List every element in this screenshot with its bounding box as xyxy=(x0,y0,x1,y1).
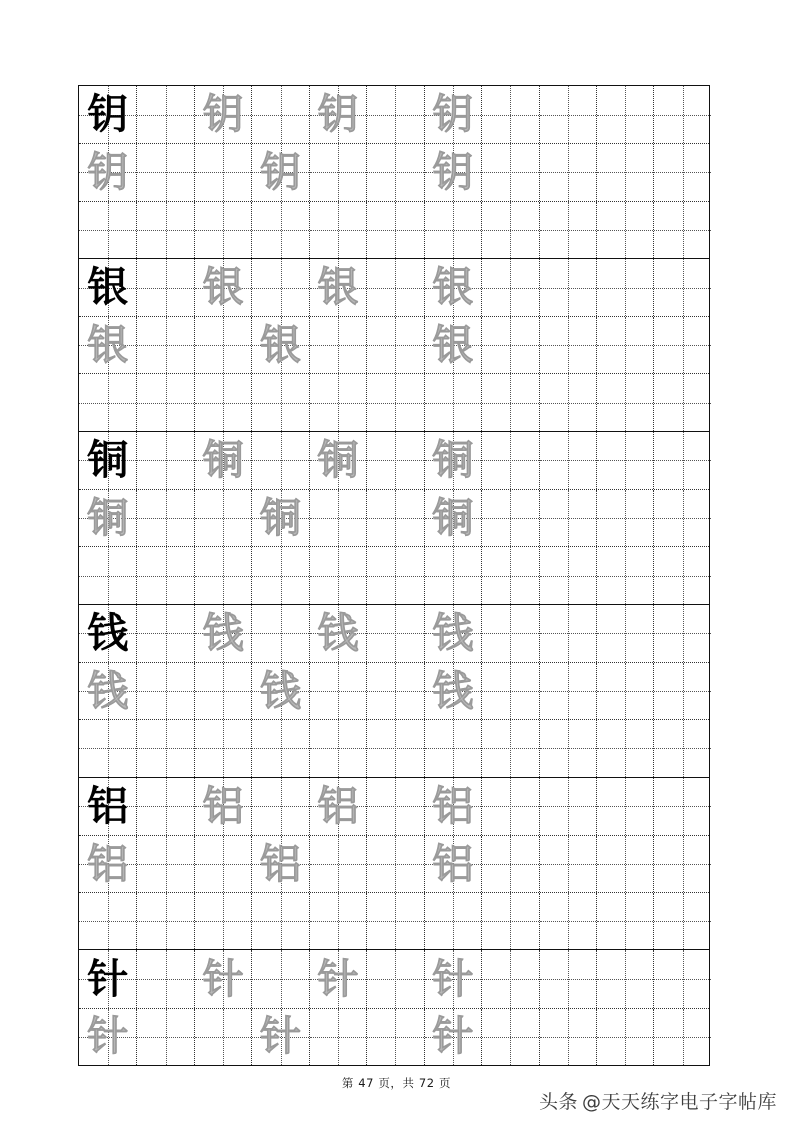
grid-cell[interactable] xyxy=(366,778,423,835)
grid-cell[interactable] xyxy=(481,259,538,316)
grid-row xyxy=(79,719,709,776)
grid-cell[interactable] xyxy=(79,432,136,489)
grid-cell[interactable] xyxy=(251,836,308,892)
grid-cell[interactable] xyxy=(596,893,653,949)
trace-character: 铝 xyxy=(87,839,129,888)
grid-cell[interactable] xyxy=(424,202,481,258)
grid-cell[interactable] xyxy=(251,950,308,1007)
grid-cell[interactable] xyxy=(251,490,308,546)
trace-character: 针 xyxy=(432,1012,474,1061)
grid-cell[interactable] xyxy=(424,144,481,200)
grid-cell[interactable] xyxy=(79,144,136,200)
grid-cell[interactable] xyxy=(366,720,423,776)
grid-cell[interactable] xyxy=(653,663,710,719)
trace-character: 银 xyxy=(317,263,359,312)
grid-cell[interactable] xyxy=(366,893,423,949)
model-character: 钥 xyxy=(87,90,129,139)
grid-cell[interactable] xyxy=(653,490,710,546)
grid-cell[interactable] xyxy=(251,605,308,662)
grid-cell[interactable] xyxy=(136,86,193,143)
grid-cell[interactable] xyxy=(309,836,366,892)
grid-cell[interactable] xyxy=(79,893,136,949)
grid-cell[interactable] xyxy=(194,605,251,662)
grid-cell[interactable] xyxy=(251,86,308,143)
grid-cell[interactable] xyxy=(366,86,423,143)
grid-cell[interactable] xyxy=(366,144,423,200)
grid-cell[interactable] xyxy=(481,317,538,373)
grid-cell[interactable] xyxy=(653,317,710,373)
trace-character: 铜 xyxy=(87,493,129,542)
grid-cell[interactable] xyxy=(309,317,366,373)
grid-cell[interactable] xyxy=(194,317,251,373)
grid-cell[interactable] xyxy=(251,432,308,489)
grid-cell[interactable] xyxy=(481,374,538,430)
grid-cell[interactable] xyxy=(596,836,653,892)
trace-character: 钥 xyxy=(432,147,474,196)
grid-cell[interactable] xyxy=(596,950,653,1007)
grid-cell[interactable] xyxy=(309,374,366,430)
grid-row xyxy=(79,892,709,949)
grid-cell[interactable] xyxy=(194,1009,251,1065)
model-character: 铜 xyxy=(87,435,129,484)
character-block xyxy=(78,604,710,777)
grid-row xyxy=(79,432,709,489)
grid-cell[interactable] xyxy=(481,893,538,949)
trace-character: 钥 xyxy=(260,147,302,196)
grid-cell[interactable] xyxy=(539,259,596,316)
trace-character: 钥 xyxy=(87,147,129,196)
grid-cell[interactable] xyxy=(251,317,308,373)
grid-cell[interactable] xyxy=(481,432,538,489)
grid-cell[interactable] xyxy=(251,547,308,603)
grid-cell[interactable] xyxy=(653,778,710,835)
grid-cell[interactable] xyxy=(194,778,251,835)
grid-cell[interactable] xyxy=(366,836,423,892)
trace-character: 铝 xyxy=(202,781,244,830)
grid-cell[interactable] xyxy=(539,432,596,489)
grid-cell[interactable] xyxy=(424,1009,481,1065)
grid-cell[interactable] xyxy=(251,144,308,200)
grid-cell[interactable] xyxy=(596,605,653,662)
grid-cell[interactable] xyxy=(251,374,308,430)
grid-cell[interactable] xyxy=(596,86,653,143)
trace-character: 钱 xyxy=(317,608,359,657)
model-character: 铝 xyxy=(87,781,129,830)
grid-cell[interactable] xyxy=(79,86,136,143)
grid-cell[interactable] xyxy=(481,86,538,143)
character-block xyxy=(78,949,710,1066)
grid-cell[interactable] xyxy=(424,893,481,949)
grid-cell[interactable] xyxy=(653,1009,710,1065)
grid-cell[interactable] xyxy=(653,144,710,200)
grid-row xyxy=(79,86,709,143)
character-block xyxy=(78,85,710,258)
grid-row xyxy=(79,373,709,430)
grid-row xyxy=(79,835,709,892)
grid-row xyxy=(79,201,709,258)
grid-cell[interactable] xyxy=(194,202,251,258)
grid-cell[interactable] xyxy=(251,202,308,258)
grid-cell[interactable] xyxy=(194,547,251,603)
grid-row xyxy=(79,778,709,835)
grid-cell[interactable] xyxy=(539,86,596,143)
grid-cell[interactable] xyxy=(194,432,251,489)
grid-cell[interactable] xyxy=(481,720,538,776)
grid-cell[interactable] xyxy=(194,836,251,892)
grid-cell[interactable] xyxy=(653,836,710,892)
grid-cell[interactable] xyxy=(309,605,366,662)
page-indicator: 第 47 页，共 72 页 xyxy=(341,1076,452,1090)
grid-cell[interactable] xyxy=(366,547,423,603)
trace-character: 钥 xyxy=(202,90,244,139)
grid-cell[interactable] xyxy=(539,720,596,776)
grid-cell[interactable] xyxy=(596,259,653,316)
trace-character: 铜 xyxy=(432,435,474,484)
grid-cell[interactable] xyxy=(136,605,193,662)
grid-cell[interactable] xyxy=(596,490,653,546)
grid-cell[interactable] xyxy=(481,605,538,662)
grid-cell[interactable] xyxy=(136,547,193,603)
grid-cell[interactable] xyxy=(136,144,193,200)
grid-cell[interactable] xyxy=(596,144,653,200)
grid-cell[interactable] xyxy=(136,778,193,835)
trace-character: 针 xyxy=(260,1012,302,1061)
grid-cell[interactable] xyxy=(424,836,481,892)
grid-cell[interactable] xyxy=(194,663,251,719)
grid-cell[interactable] xyxy=(481,778,538,835)
grid-cell[interactable] xyxy=(79,778,136,835)
character-practice-grid xyxy=(78,85,710,1061)
trace-character: 铝 xyxy=(260,839,302,888)
grid-row xyxy=(79,605,709,662)
model-character: 钱 xyxy=(87,608,129,657)
grid-cell[interactable] xyxy=(424,374,481,430)
trace-character: 铜 xyxy=(260,493,302,542)
grid-cell[interactable] xyxy=(309,950,366,1007)
grid-cell[interactable] xyxy=(653,547,710,603)
grid-cell[interactable] xyxy=(79,663,136,719)
grid-cell[interactable] xyxy=(596,720,653,776)
grid-cell[interactable] xyxy=(194,490,251,546)
model-character: 银 xyxy=(87,263,129,312)
grid-cell[interactable] xyxy=(653,86,710,143)
grid-cell[interactable] xyxy=(366,950,423,1007)
grid-cell[interactable] xyxy=(366,374,423,430)
grid-cell[interactable] xyxy=(366,605,423,662)
grid-cell[interactable] xyxy=(309,778,366,835)
watermark-handle: @天天练字电子字帖库 xyxy=(581,1091,777,1113)
grid-cell[interactable] xyxy=(309,547,366,603)
grid-cell[interactable] xyxy=(251,259,308,316)
grid-cell[interactable] xyxy=(424,663,481,719)
grid-cell[interactable] xyxy=(194,259,251,316)
model-character: 针 xyxy=(87,954,129,1003)
grid-cell[interactable] xyxy=(424,317,481,373)
grid-cell[interactable] xyxy=(653,605,710,662)
grid-cell[interactable] xyxy=(424,547,481,603)
character-block xyxy=(78,431,710,604)
grid-cell[interactable] xyxy=(366,202,423,258)
grid-cell[interactable] xyxy=(309,1009,366,1065)
grid-cell[interactable] xyxy=(539,202,596,258)
grid-cell[interactable] xyxy=(79,950,136,1007)
grid-cell[interactable] xyxy=(79,317,136,373)
trace-character: 铝 xyxy=(317,781,359,830)
grid-cell[interactable] xyxy=(539,605,596,662)
grid-cell[interactable] xyxy=(539,144,596,200)
grid-cell[interactable] xyxy=(596,663,653,719)
grid-cell[interactable] xyxy=(194,144,251,200)
grid-cell[interactable] xyxy=(424,259,481,316)
grid-cell[interactable] xyxy=(194,720,251,776)
grid-cell[interactable] xyxy=(79,1009,136,1065)
trace-character: 钥 xyxy=(432,90,474,139)
grid-cell[interactable] xyxy=(79,547,136,603)
grid-cell[interactable] xyxy=(539,663,596,719)
grid-cell[interactable] xyxy=(539,317,596,373)
grid-row xyxy=(79,316,709,373)
grid-cell[interactable] xyxy=(596,547,653,603)
watermark-brand: 头条 xyxy=(538,1091,578,1113)
trace-character: 铜 xyxy=(432,493,474,542)
grid-cell[interactable] xyxy=(251,663,308,719)
grid-cell[interactable] xyxy=(481,836,538,892)
grid-cell[interactable] xyxy=(366,432,423,489)
grid-cell[interactable] xyxy=(424,720,481,776)
grid-cell[interactable] xyxy=(251,778,308,835)
trace-character: 钱 xyxy=(87,666,129,715)
trace-character: 铜 xyxy=(317,435,359,484)
grid-cell[interactable] xyxy=(136,663,193,719)
grid-cell[interactable] xyxy=(424,778,481,835)
grid-cell[interactable] xyxy=(309,432,366,489)
grid-cell[interactable] xyxy=(481,490,538,546)
grid-cell[interactable] xyxy=(539,893,596,949)
trace-character: 钱 xyxy=(202,608,244,657)
grid-cell[interactable] xyxy=(366,663,423,719)
grid-cell[interactable] xyxy=(653,374,710,430)
grid-cell[interactable] xyxy=(653,259,710,316)
grid-cell[interactable] xyxy=(596,202,653,258)
grid-cell[interactable] xyxy=(309,893,366,949)
grid-cell[interactable] xyxy=(136,490,193,546)
trace-character: 针 xyxy=(87,1012,129,1061)
grid-cell[interactable] xyxy=(136,720,193,776)
grid-cell[interactable] xyxy=(136,202,193,258)
trace-character: 银 xyxy=(87,320,129,369)
grid-cell[interactable] xyxy=(136,259,193,316)
trace-character: 铝 xyxy=(432,839,474,888)
grid-cell[interactable] xyxy=(79,605,136,662)
grid-cell[interactable] xyxy=(309,144,366,200)
trace-character: 铝 xyxy=(432,781,474,830)
grid-cell[interactable] xyxy=(481,950,538,1007)
trace-character: 钱 xyxy=(260,666,302,715)
grid-cell[interactable] xyxy=(194,950,251,1007)
grid-cell[interactable] xyxy=(79,720,136,776)
trace-character: 铜 xyxy=(202,435,244,484)
grid-cell[interactable] xyxy=(539,836,596,892)
grid-cell[interactable] xyxy=(653,202,710,258)
grid-cell[interactable] xyxy=(251,720,308,776)
trace-character: 钱 xyxy=(432,666,474,715)
grid-cell[interactable] xyxy=(136,1009,193,1065)
grid-row xyxy=(79,143,709,200)
grid-cell[interactable] xyxy=(309,663,366,719)
grid-cell[interactable] xyxy=(136,432,193,489)
grid-cell[interactable] xyxy=(539,547,596,603)
grid-cell[interactable] xyxy=(481,663,538,719)
grid-cell[interactable] xyxy=(539,374,596,430)
grid-cell[interactable] xyxy=(251,1009,308,1065)
trace-character: 银 xyxy=(202,263,244,312)
grid-cell[interactable] xyxy=(424,950,481,1007)
grid-cell[interactable] xyxy=(309,259,366,316)
grid-cell[interactable] xyxy=(309,490,366,546)
grid-cell[interactable] xyxy=(596,432,653,489)
grid-cell[interactable] xyxy=(136,893,193,949)
trace-character: 针 xyxy=(432,954,474,1003)
grid-cell[interactable] xyxy=(539,490,596,546)
grid-cell[interactable] xyxy=(424,86,481,143)
grid-cell[interactable] xyxy=(653,893,710,949)
character-block xyxy=(78,258,710,431)
grid-cell[interactable] xyxy=(251,893,308,949)
grid-row xyxy=(79,662,709,719)
trace-character: 银 xyxy=(260,320,302,369)
watermark xyxy=(539,1087,777,1114)
grid-cell[interactable] xyxy=(596,778,653,835)
character-block xyxy=(78,777,710,950)
grid-cell[interactable] xyxy=(596,1009,653,1065)
grid-cell[interactable] xyxy=(539,778,596,835)
grid-cell[interactable] xyxy=(596,374,653,430)
grid-cell[interactable] xyxy=(481,144,538,200)
grid-cell[interactable] xyxy=(366,490,423,546)
grid-cell[interactable] xyxy=(79,259,136,316)
grid-cell[interactable] xyxy=(79,374,136,430)
grid-cell[interactable] xyxy=(596,317,653,373)
grid-cell[interactable] xyxy=(136,374,193,430)
grid-row xyxy=(79,489,709,546)
trace-character: 银 xyxy=(432,263,474,312)
grid-cell[interactable] xyxy=(194,374,251,430)
grid-cell[interactable] xyxy=(136,950,193,1007)
grid-cell[interactable] xyxy=(79,202,136,258)
grid-row xyxy=(79,259,709,316)
grid-cell[interactable] xyxy=(539,950,596,1007)
grid-cell[interactable] xyxy=(136,317,193,373)
grid-cell[interactable] xyxy=(309,720,366,776)
grid-cell[interactable] xyxy=(424,490,481,546)
grid-cell[interactable] xyxy=(653,950,710,1007)
grid-cell[interactable] xyxy=(366,259,423,316)
grid-cell[interactable] xyxy=(481,202,538,258)
grid-row xyxy=(79,1008,709,1065)
grid-cell[interactable] xyxy=(424,605,481,662)
trace-character: 针 xyxy=(317,954,359,1003)
grid-cell[interactable] xyxy=(653,432,710,489)
trace-character: 钱 xyxy=(432,608,474,657)
grid-row xyxy=(79,950,709,1007)
grid-cell[interactable] xyxy=(481,1009,538,1065)
grid-cell[interactable] xyxy=(79,490,136,546)
grid-cell[interactable] xyxy=(653,720,710,776)
grid-cell[interactable] xyxy=(309,86,366,143)
grid-cell[interactable] xyxy=(309,202,366,258)
trace-character: 针 xyxy=(202,954,244,1003)
grid-cell[interactable] xyxy=(136,836,193,892)
grid-cell[interactable] xyxy=(79,836,136,892)
grid-cell[interactable] xyxy=(194,893,251,949)
grid-cell[interactable] xyxy=(366,1009,423,1065)
grid-cell[interactable] xyxy=(481,547,538,603)
grid-cell[interactable] xyxy=(539,1009,596,1065)
trace-character: 银 xyxy=(432,320,474,369)
grid-cell[interactable] xyxy=(194,86,251,143)
trace-character: 钥 xyxy=(317,90,359,139)
grid-row xyxy=(79,546,709,603)
grid-cell[interactable] xyxy=(424,432,481,489)
grid-cell[interactable] xyxy=(366,317,423,373)
